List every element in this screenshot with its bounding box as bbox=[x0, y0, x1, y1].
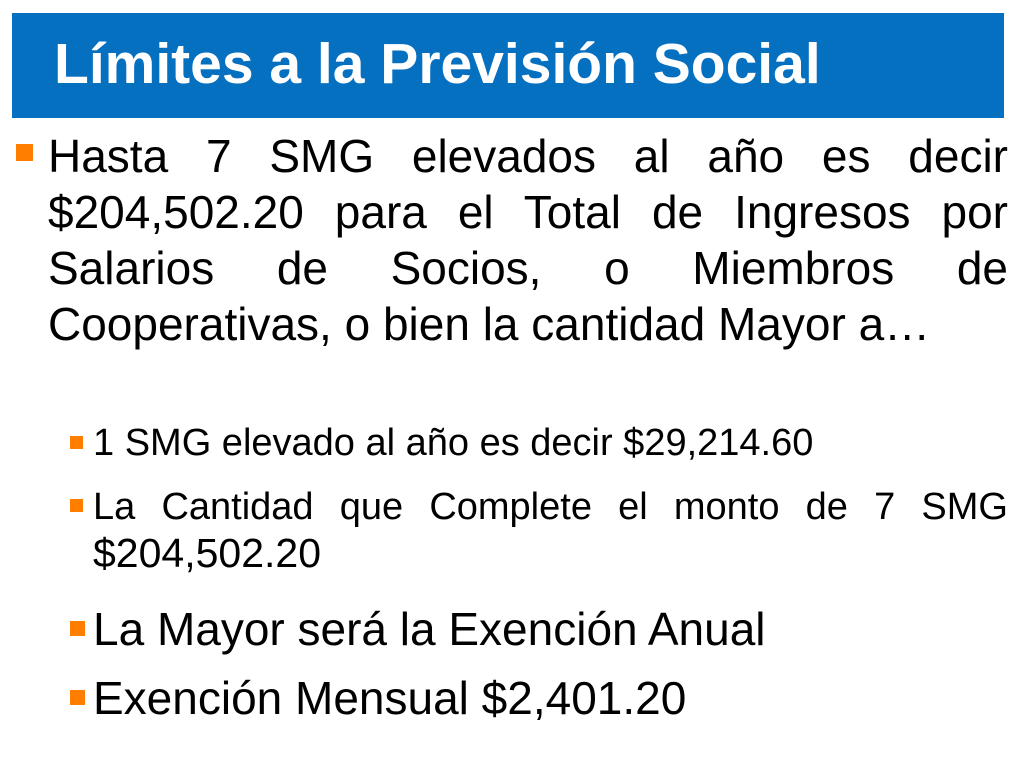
sub-bullet-monthly-exemption bbox=[16, 670, 1008, 726]
square-bullet-icon bbox=[16, 144, 33, 161]
sub-bullet-annual-exemption bbox=[16, 601, 1008, 657]
sub-bullet-complete-amount-value: $204,502.20 bbox=[93, 530, 322, 576]
bullet-main bbox=[16, 128, 1008, 352]
sub-bullet-one-smg bbox=[16, 420, 1008, 466]
sub-bullet-complete-amount bbox=[16, 484, 1008, 578]
sub-bullet-one-smg-text: 1 SMG elevado al año es decir $29,214.60 bbox=[93, 422, 814, 464]
bullet-main-text: Hasta 7 SMG elevados al año es decir $204,502.20 para el Total de Ingresos por Salarios de Socios, o Miembros de Cooperativas, o bien la cantidad Mayor a… bbox=[48, 130, 1008, 350]
sub-bullet-annual-exemption-text: La Mayor será la Exención Anual bbox=[93, 603, 766, 655]
slide-title: Límites a la Previsión Social bbox=[54, 32, 821, 96]
title-bar bbox=[12, 13, 1004, 118]
sub-bullet-complete-amount-text bbox=[93, 484, 1008, 578]
sub-bullet-monthly-exemption-text: Exención Mensual $2,401.20 bbox=[93, 672, 687, 724]
square-bullet-icon bbox=[70, 690, 85, 705]
square-bullet-icon bbox=[70, 621, 85, 636]
sub-bullet-complete-amount-label: La Cantidad que Complete el monto de 7 SMG bbox=[93, 486, 1008, 528]
square-bullet-icon bbox=[70, 499, 83, 512]
square-bullet-icon bbox=[70, 436, 83, 449]
